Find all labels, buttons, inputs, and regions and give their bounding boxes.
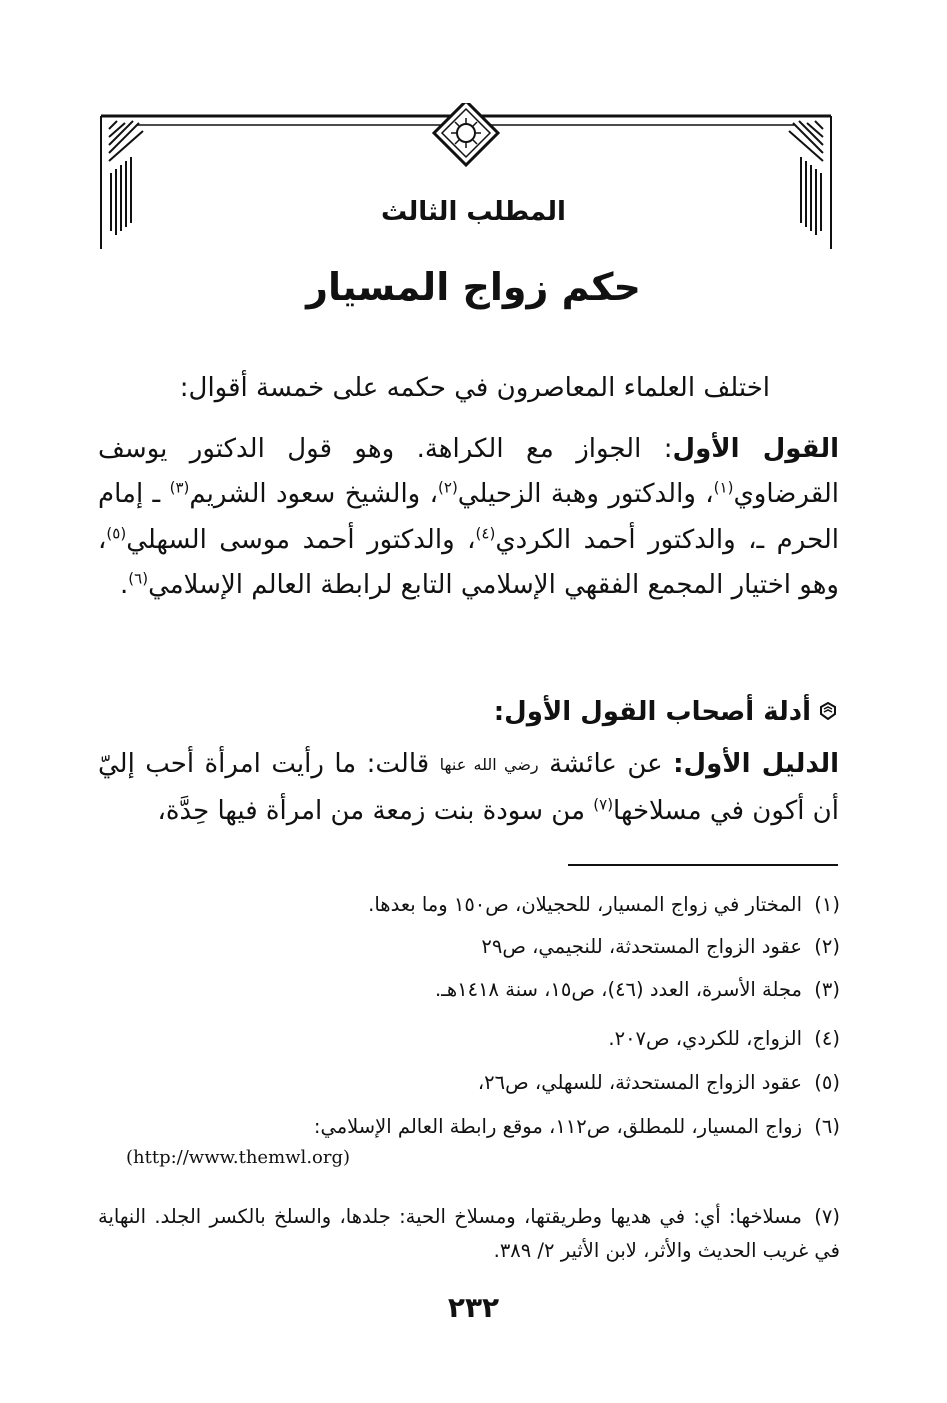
footnote-text: المختار في زواج المسيار، للحجيلان، ص١٥٠ وما بعدها. xyxy=(368,893,802,916)
section-subtitle: المطلب الثالث xyxy=(381,197,566,227)
footnote-number: (٣) xyxy=(814,978,840,1001)
first-opinion-label: القول الأول xyxy=(672,434,839,464)
footnote-3 xyxy=(98,973,840,1007)
text-run: : الجواز مع الكراهة. وهو قول الدكتور يوسف القرضاوي xyxy=(98,434,839,510)
footnote-ref[interactable]: (٧) xyxy=(593,795,614,814)
footnote-2 xyxy=(98,930,840,964)
bullet-icon xyxy=(819,692,837,732)
footnote-4 xyxy=(98,1022,840,1056)
footnote-7 xyxy=(98,1200,840,1268)
text-run: ، والدكتور أحمد موسى السهلي xyxy=(126,524,476,555)
footnote-ref[interactable]: (٦) xyxy=(128,569,149,588)
text-run: . xyxy=(120,569,129,600)
footnote-text: عقود الزواج المستحدثة، للسهلي، ص٢٦، xyxy=(477,1071,802,1094)
footnote-url[interactable]: (http://www.themwl.org) xyxy=(126,1147,351,1168)
evidence-heading-text: أدلة أصحاب القول الأول: xyxy=(493,697,811,727)
footnote-6 xyxy=(98,1110,840,1172)
text-run: ـ إمام الحرم ـ، والدكتور أحمد الكردي xyxy=(98,479,839,555)
evidence-heading xyxy=(110,692,837,732)
footnote-5 xyxy=(98,1066,840,1100)
footnote-separator xyxy=(568,864,838,866)
footnote-text: زواج المسيار، للمطلق، ص١١٢، موقع رابطة العالم الإسلامي: xyxy=(313,1115,802,1138)
first-evidence-paragraph xyxy=(98,741,839,835)
text-run: ، والدكتور وهبة الزحيلي xyxy=(457,479,714,510)
text-run: ، وهو اختيار المجمع الفقهي الإسلامي التابع لرابطة العالم الإسلامي xyxy=(98,524,839,600)
footnote-number: (٥) xyxy=(814,1071,840,1094)
footnote-number: (٦) xyxy=(814,1115,840,1138)
first-opinion-paragraph xyxy=(98,427,839,608)
first-evidence-label: الدليل الأول: xyxy=(673,749,840,779)
text-run: من سودة بنت زمعة من امرأة فيها حِدَّة، xyxy=(157,796,594,826)
footnote-text: الزواج، للكردي، ص٢٠٧. xyxy=(608,1027,802,1050)
footnote-text: مجلة الأسرة، العدد (٤٦)، ص١٥، سنة ١٤١٨هـ. xyxy=(434,978,802,1001)
footnote-number: (٢) xyxy=(814,935,840,958)
footnote-ref[interactable]: (٥) xyxy=(106,523,127,542)
footnote-ref[interactable]: (٢) xyxy=(438,478,458,497)
footnote-number: (٤) xyxy=(814,1027,840,1050)
footnote-ref[interactable]: (٤) xyxy=(475,523,496,542)
footnote-number: (١) xyxy=(814,893,840,916)
footnote-ref[interactable]: (١) xyxy=(713,478,734,497)
text-run: عن عائشة xyxy=(538,749,674,779)
footnote-text: عقود الزواج المستحدثة، للنجيمي، ص٢٩ xyxy=(481,935,802,958)
honorific-glyph: رضي الله عنها xyxy=(439,755,539,774)
page-title: حكم زواج المسيار xyxy=(306,265,641,309)
footnote-text: مسلاخها: أي: في هديها وطريقتها، ومسلاخ الحية: جلدها، والسلخ بالكسر الجلد. النهاية في غريب الحديث والأثر، لابن الأثير ٢/ ٣٨٩. xyxy=(98,1205,840,1262)
text-run: ، والشيخ سعود الشريم xyxy=(189,479,439,510)
page-number: ٢٣٢ xyxy=(447,1291,500,1324)
footnote-ref[interactable]: (٣) xyxy=(169,478,190,497)
text-run: قالت: ما رأيت امرأة أحب إليّ أن أكون في مسلاخها xyxy=(98,749,839,826)
footnote-1 xyxy=(98,888,840,922)
intro-paragraph: اختلف العلماء المعاصرون في حكمه على خمسة أقوال: xyxy=(179,373,770,403)
footnote-number: (٧) xyxy=(814,1205,840,1228)
